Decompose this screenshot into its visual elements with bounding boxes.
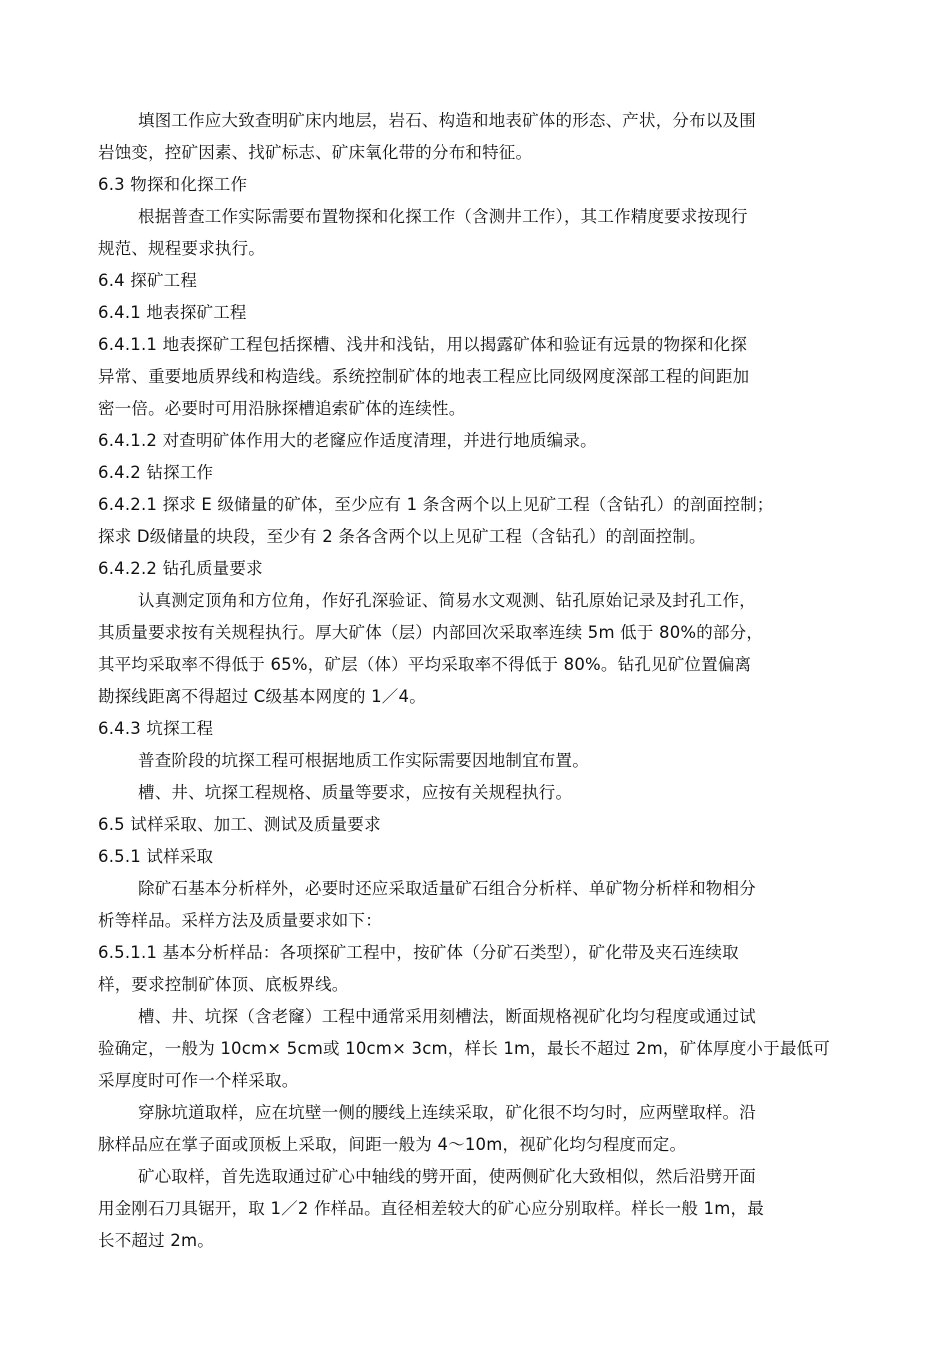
section-heading: 6.5.1 试样采取 — [98, 847, 214, 866]
paragraph-line: 脉样品应在掌子面或顶板上采取，间距一般为 4～10m，视矿化均匀程度而定。 — [98, 1135, 687, 1154]
paragraph-line: 其平均采取率不得低于 65%，矿层（体）平均采取率不得低于 80%。钻孔见矿位置偏离 — [98, 655, 752, 674]
paragraph-line: 采厚度时可作一个样采取。 — [98, 1071, 299, 1090]
paragraph-line: 验确定，一般为 10cm× 5cm或 10cm× 3cm，样长 1m，最长不超过 2m，矿体厚度小于最低可 — [98, 1039, 830, 1058]
paragraph-line: 6.5.1.1 基本分析样品：各项探矿工程中，按矿体（分矿石类型），矿化带及夹石连续取 — [98, 943, 739, 962]
section-heading: 6.4.2 钻探工作 — [98, 463, 214, 482]
paragraph-line: 6.4.1.1 地表探矿工程包括探槽、浅井和浅钻，用以揭露矿体和验证有远景的物探和化探 — [98, 335, 748, 354]
paragraph-line: 矿心取样，首先选取通过矿心中轴线的劈开面，使两侧矿化大致相似，然后沿劈开面 — [138, 1167, 756, 1186]
paragraph-line: 槽、井、坑探工程规格、质量等要求，应按有关规程执行。 — [138, 783, 573, 802]
paragraph-line: 穿脉坑道取样，应在坑壁一侧的腰线上连续采取，矿化很不均匀时，应两壁取样。沿 — [138, 1103, 756, 1122]
paragraph-line: 析等样品。采样方法及质量要求如下： — [98, 911, 382, 930]
paragraph-line: 岩蚀变，控矿因素、找矿标志、矿床氧化带的分布和特征。 — [98, 143, 533, 162]
paragraph-line: 异常、重要地质界线和构造线。系统控制矿体的地表工程应比同级网度深部工程的间距加 — [98, 367, 750, 386]
paragraph-line: 规范、规程要求执行。 — [98, 239, 265, 258]
paragraph-line: 探求 D级储量的块段，至少有 2 条各含两个以上见矿工程（含钻孔）的剖面控制。 — [98, 527, 706, 546]
paragraph-line: 密一倍。必要时可用沿脉探槽追索矿体的连续性。 — [98, 399, 466, 418]
paragraph-line: 根据普查工作实际需要布置物探和化探工作（含测井工作），其工作精度要求按现行 — [138, 207, 748, 226]
paragraph-line: 槽、井、坑探（含老窿）工程中通常采用刻槽法，断面规格视矿化均匀程度或通过试 — [138, 1007, 756, 1026]
paragraph-line: 填图工作应大致查明矿床内地层，岩石、构造和地表矿体的形态、产状，分布以及围 — [138, 111, 756, 130]
paragraph-line: 用金刚石刀具锯开，取 1／2 作样品。直径相差较大的矿心应分别取样。样长一般 1m，最 — [98, 1199, 764, 1218]
paragraph-line: 6.4.1.2 对查明矿体作用大的老窿应作适度清理，并进行地质编录。 — [98, 431, 597, 450]
section-heading: 6.5 试样采取、加工、测试及质量要求 — [98, 815, 381, 834]
paragraph-line: 勘探线距离不得超过 C级基本网度的 1／4。 — [98, 687, 426, 706]
section-heading: 6.4.1 地表探矿工程 — [98, 303, 247, 322]
paragraph-line: 认真测定顶角和方位角，作好孔深验证、简易水文观测、钻孔原始记录及封孔工作， — [138, 591, 756, 610]
paragraph-line: 除矿石基本分析样外，必要时还应采取适量矿石组合分析样、单矿物分析样和物相分 — [138, 879, 756, 898]
section-heading: 6.4.3 坑探工程 — [98, 719, 214, 738]
paragraph-line: 普查阶段的坑探工程可根据地质工作实际需要因地制宜布置。 — [138, 751, 589, 770]
section-heading: 6.3 物探和化探工作 — [98, 175, 248, 194]
paragraph-line: 样，要求控制矿体顶、底板界线。 — [98, 975, 349, 994]
paragraph-line: 6.4.2.1 探求 E 级储量的矿体，至少应有 1 条含两个以上见矿工程（含钻孔）的剖面控制； — [98, 495, 774, 514]
section-heading: 6.4.2.2 钻孔质量要求 — [98, 559, 263, 578]
paragraph-line: 其质量要求按有关规程执行。厚大矿体（层）内部回次采取率连续 5m 低于 80%的部分， — [98, 623, 764, 642]
paragraph-line: 长不超过 2m。 — [98, 1231, 214, 1250]
section-heading: 6.4 探矿工程 — [98, 271, 198, 290]
